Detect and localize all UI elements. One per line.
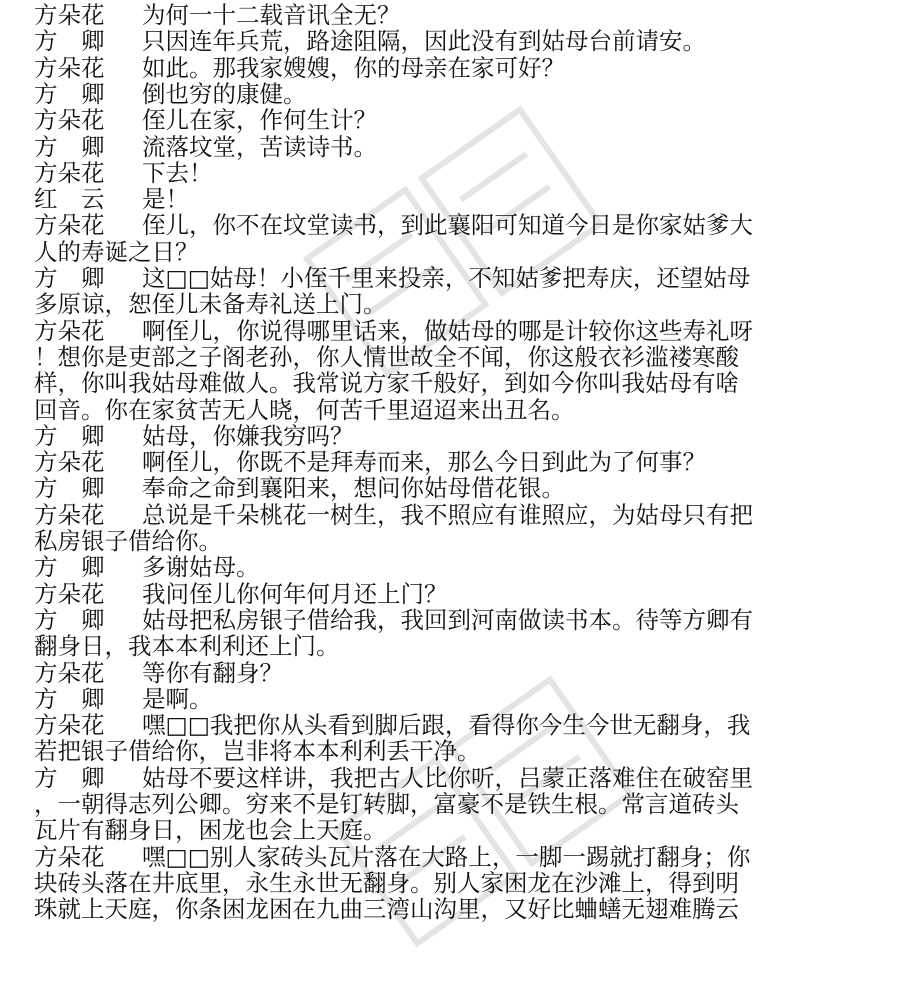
dialogue-line	[34, 186, 874, 212]
dialogue-line	[34, 554, 874, 580]
speaker-name: 方朵花	[34, 712, 105, 739]
speaker-name: 方朵花	[34, 501, 105, 528]
dialogue-text: 私房银子借给你。	[34, 528, 222, 554]
dialogue-line	[34, 791, 874, 817]
speaker-name: 方朵花	[34, 580, 105, 607]
dialogue-line	[34, 239, 874, 265]
dialogue-text: 这□□姑母！小侄千里来投亲，不知姑爹把寿庆，还望姑母	[142, 265, 751, 291]
dialogue-text: ，一朝得志列公卿。穷来不是钉转脚，富豪不是铁生根。常言道砖头	[34, 791, 739, 817]
dialogue-text: 嘿□□别人家砖头瓦片落在大路上，一脚一踢就打翻身；你	[142, 843, 751, 870]
dialogue-text: 只因连年兵荒，路途阻隔，因此没有到姑母台前请安。	[142, 28, 706, 55]
dialogue-text: 嘿□□我把你从头看到脚后跟，看得你今生今世无翻身，我	[142, 712, 751, 739]
dialogue-line	[34, 686, 874, 712]
speaker-name: 方朵花	[34, 317, 105, 344]
speaker-name: 方 卿	[34, 80, 105, 107]
dialogue-line	[34, 502, 874, 528]
speaker-name: 红 云	[34, 186, 105, 213]
dialogue-text: 总说是千朵桃花一树生，我不照应有谁照应，为姑母只有把	[142, 501, 753, 528]
dialogue-text: 如此。那我家嫂嫂，你的母亲在家可好？	[142, 54, 565, 81]
dialogue-line	[34, 633, 874, 659]
dialogue-line	[34, 712, 874, 738]
dialogue-text: 多原谅，恕侄儿未备寿礼送上门。	[34, 291, 387, 318]
dialogue-line	[34, 765, 874, 791]
speaker-name: 方 卿	[34, 475, 105, 502]
dialogue-line	[34, 475, 874, 501]
dialogue-text: 等你有翻身？	[142, 659, 283, 686]
speaker-name: 方 卿	[34, 764, 105, 791]
dialogue-text: 流落坟堂，苦读诗书。	[142, 133, 377, 160]
dialogue-line	[34, 581, 874, 607]
dialogue-line	[34, 160, 874, 186]
speaker-name: 方朵花	[34, 54, 105, 81]
speaker-name: 方朵花	[34, 2, 105, 28]
speaker-name: 方 卿	[34, 133, 105, 160]
dialogue-line	[34, 344, 874, 370]
speaker-name: 方 卿	[34, 265, 105, 291]
dialogue-line	[34, 291, 874, 317]
dialogue-line	[34, 738, 874, 764]
dialogue-text: 奉命之命到襄阳来，想问你姑母借花银。	[142, 475, 565, 502]
speaker-name: 方朵花	[34, 843, 105, 870]
dialogue-line	[34, 870, 874, 896]
dialogue-text: 为何一十二载音讯全无？	[142, 2, 401, 28]
dialogue-line	[34, 449, 874, 475]
dialogue-text: 我问侄儿你何年何月还上门？	[142, 580, 448, 607]
dialogue-line	[34, 844, 874, 870]
speaker-name: 方朵花	[34, 107, 105, 134]
dialogue-text: 姑母把私房银子借给我，我回到河南做读书本。待等方卿有	[142, 606, 753, 633]
dialogue-text: ！想你是吏部之子阁老孙，你人情世故全不闻，你这般衣衫滥褛寒酸	[34, 343, 739, 370]
dialogue-text: 下去！	[142, 159, 213, 186]
dialogue-line	[34, 318, 874, 344]
dialogue-text: 姑母不要这样讲，我把古人比你听，吕蒙正落难住在破窑里	[142, 764, 753, 791]
dialogue-text: 人的寿诞之日？	[34, 238, 199, 265]
dialogue-line	[34, 370, 874, 396]
speaker-name: 方朵花	[34, 659, 105, 686]
dialogue-line	[34, 81, 874, 107]
speaker-name: 方朵花	[34, 449, 105, 476]
dialogue-line	[34, 397, 874, 423]
dialogue-line	[34, 28, 874, 54]
dialogue-text: 姑母，你嫌我穷吗？	[142, 422, 354, 449]
dialogue-line	[34, 2, 874, 28]
speaker-name: 方 卿	[34, 606, 105, 633]
dialogue-line	[34, 660, 874, 686]
speaker-name: 方 卿	[34, 422, 105, 449]
dialogue-line	[34, 55, 874, 81]
speaker-name: 方朵花	[34, 212, 105, 239]
dialogue-line	[34, 528, 874, 554]
dialogue-text: 块砖头落在井底里，永生永世无翻身。别人家困龙在沙滩上，得到明	[34, 869, 739, 896]
dialogue-text: 若把银子借给你，岂非将本本利利丢干净。	[34, 738, 481, 765]
dialogue-text: 是啊。	[142, 685, 213, 712]
dialogue-text: 瓦片有翻身日，困龙也会上天庭。	[34, 817, 387, 844]
dialogue-text: 珠就上天庭，你条困龙困在九曲三湾山沟里，又好比蛐蟮无翅难腾云	[34, 896, 739, 923]
dialogue-text: 样，你叫我姑母难做人。我常说方家千般好，到如今你叫我姑母有啥	[34, 370, 739, 397]
dialogue-line	[34, 607, 874, 633]
dialogue-line	[34, 896, 874, 922]
dialogue-text: 多谢姑母。	[142, 554, 260, 581]
speaker-name: 方朵花	[34, 159, 105, 186]
dialogue-line	[34, 265, 874, 291]
dialogue-text: 倒也穷的康健。	[142, 80, 307, 107]
dialogue-text: 是！	[142, 186, 189, 213]
speaker-name: 方 卿	[34, 28, 105, 55]
dialogue-text: 侄儿在家，作何生计？	[142, 107, 377, 134]
dialogue-line	[34, 134, 874, 160]
dialogue-text: 侄儿，你不在坟堂读书，到此襄阳可知道今日是你家姑爹大	[142, 212, 753, 239]
dialogue-text: 啊侄儿，你说得哪里话来，做姑母的哪是计较你这些寿礼呀	[142, 317, 753, 344]
dialogue-line	[34, 212, 874, 238]
dialogue-text: 回音。你在家贫苦无人晓，何苦千里迢迢来出丑名。	[34, 396, 575, 423]
speaker-name: 方 卿	[34, 554, 105, 581]
speaker-name: 方 卿	[34, 685, 105, 712]
dialogue-text: 啊侄儿，你既不是拜寿而来，那么今日到此为了何事？	[142, 449, 706, 476]
dialogue-line	[34, 423, 874, 449]
dialogue-line	[34, 107, 874, 133]
dialogue-text: 翻身日，我本本利利还上门。	[34, 633, 340, 660]
dialogue-line	[34, 817, 874, 843]
